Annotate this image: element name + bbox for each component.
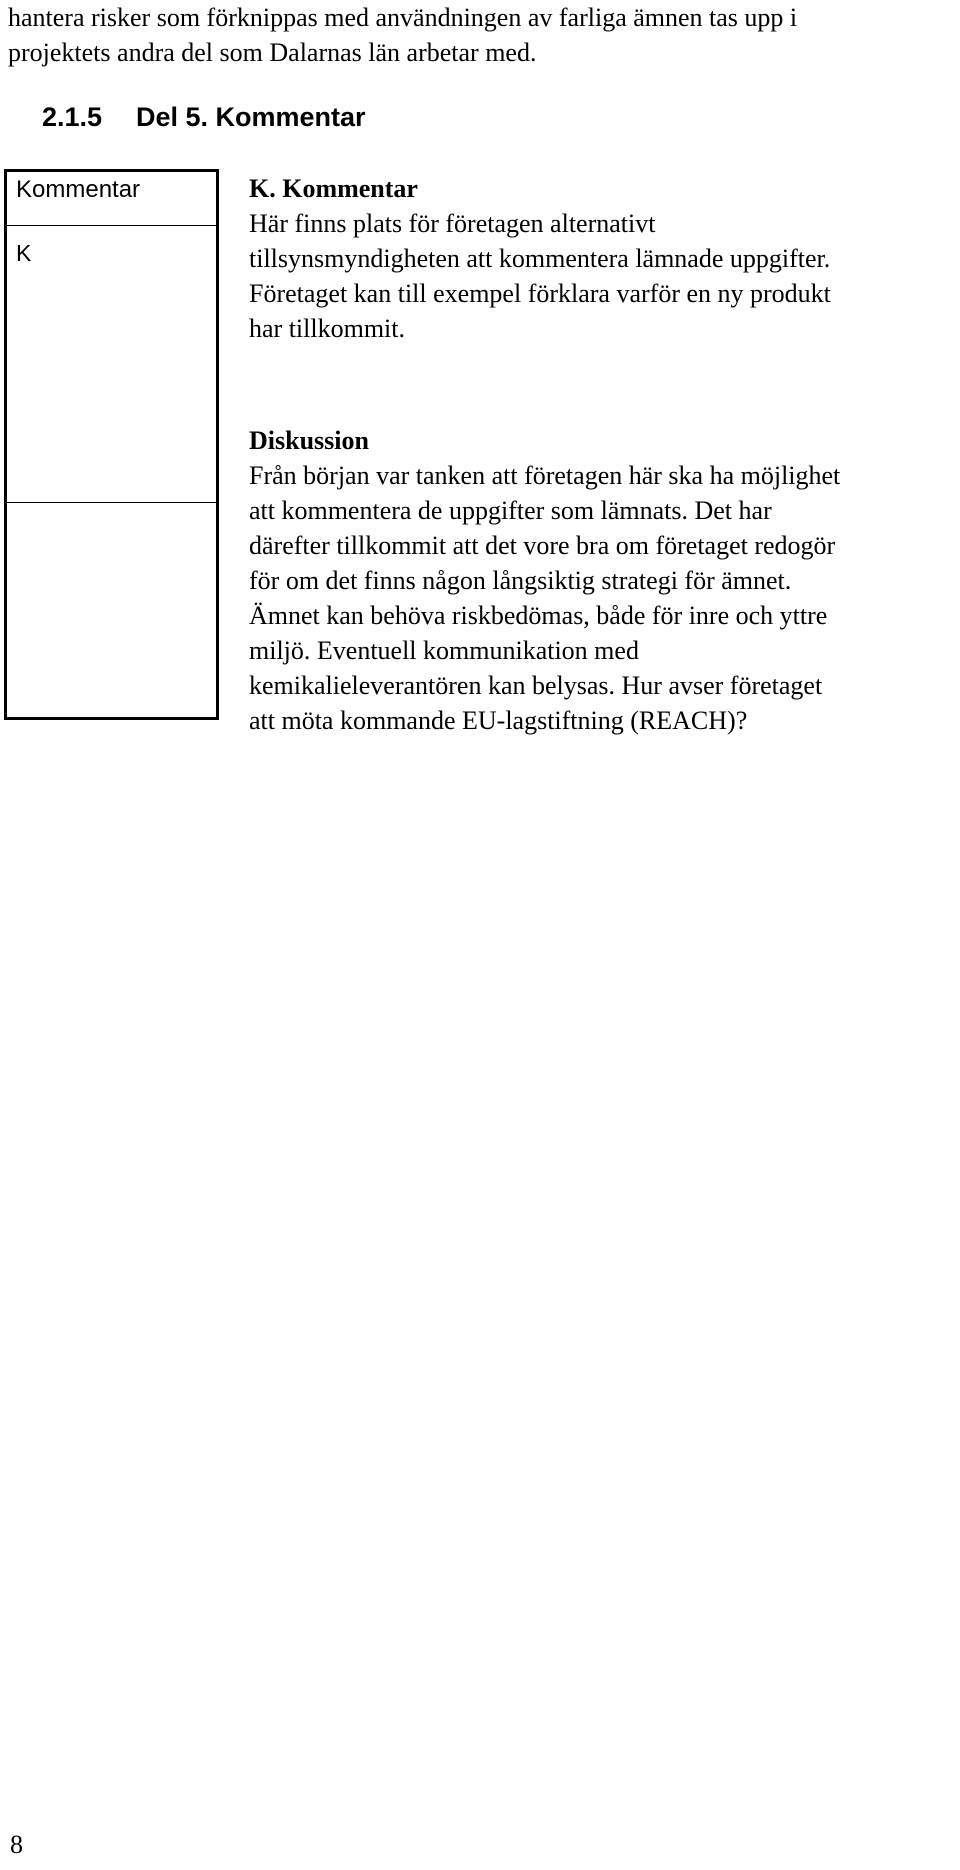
discussion-line: att kommentera de uppgifter som lämnats. Det har (249, 496, 772, 525)
discussion-line: därefter tillkommit att det vore bra om företaget redogör (249, 531, 836, 560)
comment-line: har tillkommit. (249, 314, 405, 343)
section-heading (42, 100, 366, 134)
intro-line-1: hantera risker som förknippas med användningen av farliga ämnen tas upp i (8, 3, 798, 32)
section-title: Del 5. Kommentar (136, 102, 366, 132)
discussion-section (249, 423, 959, 738)
comment-heading: K. Kommentar (249, 174, 418, 203)
form-divider-middle (7, 502, 216, 503)
comment-line: Här finns plats för företagen alternativt (249, 209, 656, 238)
form-field-box (4, 169, 219, 720)
discussion-line: miljö. Eventuell kommunikation med (249, 636, 639, 665)
discussion-heading: Diskussion (249, 426, 369, 455)
intro-paragraph (8, 0, 953, 70)
discussion-line: Från början var tanken att företagen här ska ha möjlighet (249, 461, 841, 490)
comment-description (249, 171, 959, 346)
discussion-line: för om det finns någon långsiktig strategi för ämnet. (249, 566, 792, 595)
section-number: 2.1.5 (42, 102, 103, 132)
discussion-line: kemikalieleverantören kan belysas. Hur avser företaget (249, 671, 823, 700)
discussion-line: att möta kommande EU-lagstiftning (REACH)? (249, 706, 748, 735)
form-field-label: Kommentar (16, 176, 141, 203)
page-number: 8 (10, 1830, 23, 1859)
discussion-line: Ämnet kan behöva riskbedömas, både för inre och yttre (249, 601, 828, 630)
comment-line: tillsynsmyndigheten att kommentera lämnade uppgifter. (249, 244, 831, 273)
comment-line: Företaget kan till exempel förklara varför en ny produkt (249, 279, 831, 308)
form-field-code: K (16, 240, 32, 266)
intro-line-2: projektets andra del som Dalarnas län arbetar med. (8, 38, 537, 67)
form-divider-top (7, 225, 216, 226)
